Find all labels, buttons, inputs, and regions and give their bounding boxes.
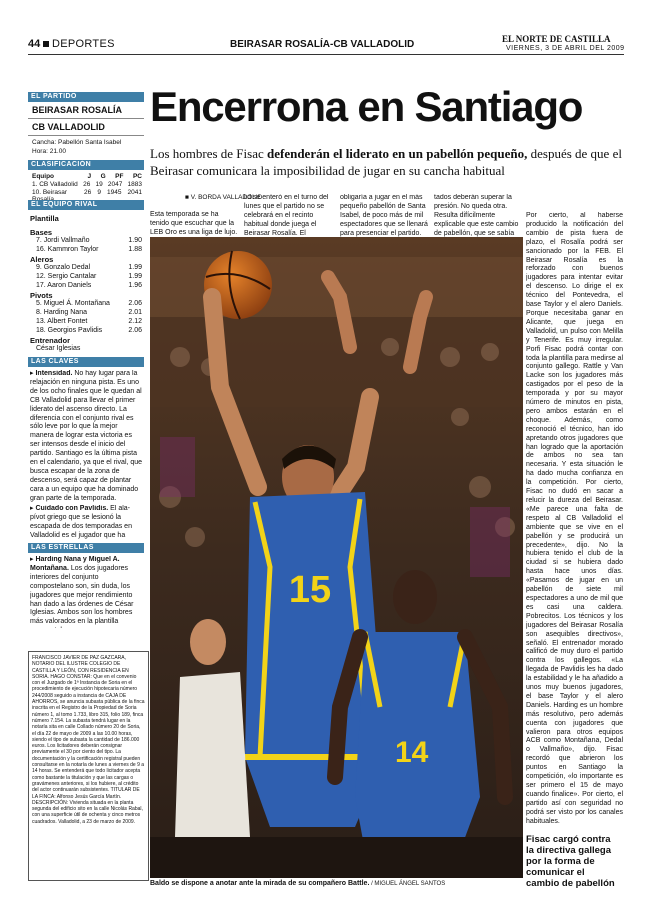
standings-row: 1. CB Valladolid 26 19 2047 1883 (32, 181, 142, 188)
group-label: Bases (30, 228, 53, 237)
col-equipo: Equipo (32, 173, 55, 180)
edition-date: VIERNES, 3 DE ABRIL DEL 2009 (506, 45, 625, 52)
clave-intensidad: ▸ Intensidad. No hay lugar para la relajación en ninguna pista. Es uno de los ocho finales que le quedan al CB Valladolid para llevar el primer liderato del ascenso directo. La diferencia con el conjunto rival es sólo leve por lo que la mejor manera de lograr esta victoria es ser intensos desde el inicio del partido. Santiago es la última pista en el calendario, ya que el rival, que busca escapar de la zona de descenso, será capaz de plantar cara a un equipo que ha dominado gran parte de la temporada. (30, 370, 143, 502)
body-col-4: tados deberán superar la presión. No queda otra. Resulta difícilmente explicable que este cambio de pabellón, que se sabía (434, 194, 519, 237)
player-row: 5. Miguel Á. Montañana 2.06 (36, 300, 142, 307)
basketball-photo (150, 237, 523, 878)
clave-pavlidis: ▸ Cuidado con Pavlidis. El ala-pívot griego que se lesionó la escapada de dos temporadas en Valladolid es el jugador que ha (30, 505, 132, 539)
match-title: BEIRASAR ROSALÍA-CB VALLADOLID (230, 39, 415, 50)
col-pf: PF (115, 173, 124, 180)
group-label: Entrenador (30, 336, 71, 345)
game-time: Hora: 21.00 (32, 148, 66, 155)
divider (28, 118, 144, 119)
estrellas-text: ▸ Harding Nana y Miguel A. Montañana. Los dos jugadores interiores del conjunto compostelano son, sin duda, los jugadores que mejor rendimiento han dado a las órdenes de César Iglesias. Ambos son los hombres más valorados en la plantilla (30, 556, 134, 626)
divider (28, 135, 144, 136)
player-row: César Iglesias (36, 345, 81, 352)
body-col-2: lid se enteró en el turno del lunes que el partido no se celebrará en el recinto habitual donde juega el Beirasar Rosalía. El (244, 194, 329, 237)
player-row: 8. Harding Nana 2.01 (36, 309, 142, 316)
player-row: 17. Aaron Daniels 1.96 (36, 282, 142, 289)
standings-header-row (32, 173, 142, 180)
pull-quote: Fisac cargó contra la directiva gallega por la forma de comunicar el cambio de pabellón (523, 832, 623, 878)
photo-caption: Baldo se dispone a anotar ante la mirada de su compañero Battle. / MIGUEL ÁNGEL SANTOS (150, 880, 446, 887)
col-j: J (87, 173, 92, 180)
section-square-icon (43, 41, 49, 47)
legal-notice-box (28, 651, 149, 881)
equipo-rival-header: EL EQUIPO RIVAL (28, 200, 144, 210)
venue: Cancha: Pabellón Santa Isabel (32, 139, 122, 146)
body-col-1: Esta temporada se ha tenido que escuchar que la LEB Oro es una liga de lujo. (150, 211, 238, 236)
player-row: 12. Sergio Cantalar 1.99 (36, 273, 142, 280)
jersey-number-back: 14 (395, 736, 429, 769)
clasificacion-header: CLASIFICACIÓN (28, 160, 144, 170)
standings-row: 10. Beirasar 26 9 1945 2041 (32, 189, 142, 196)
player-row: 7. Jordi Vallmaño 1.90 (36, 237, 142, 244)
jersey-number-front: 15 (288, 569, 332, 611)
home-team: BEIRASAR ROSALÍA (32, 105, 123, 115)
plantilla-title: Plantilla (30, 214, 59, 223)
group-label: Pivots (30, 291, 53, 300)
body-col-right: Por cierto, al haberse producido la notificación del cambio de pista fuera de plazo, el Rosalía podrá ser sancionado por la FEB. El Beirasar Rosalía es la reforzado con buenos jugadores para intentar evitar el descenso. Lo dirige el ex técnico del Pontevedra, el base Taylor y el alero Daniels. Porque necesitaba ganar en Alicante, que juega en Valladolid, un pulso con Melilla y Tenerife. Es muy irregular. Porfi Fisac podrá contar con toda la plantilla para medirse al conjunto gallego. Rattle y Van Lacke son los jugadores más castigados por el peso de la temporada y por su mayor número de minutos en pista, pero ambos estarán en el choque. Además, como reconoció el técnico, han ido apretando otros jugadores que han logrado que la aportación de ambos no sea tan necesaria. Y esta situación le ha dado mucha confianza en la competición. Por cierto, Fisac no dudó en sacar a relucir la dureza del Beirasar. «Me parece una falta de respeto al CB Valladolid el ambiente que se vive en el pabellón y se producirá un precedente», dijo. No la hubiera tenido el club de la ciudad si se hubiera dado hasta hace unos días. «Pasamos de jugar en un pabellón de siete mil espectadores a uno de mil que es casi una caldera. Pobrecitos. Los técnicos y los jugadores del Beirasar Rosalía son asequibles directivos», señaló. El entrenador morado calificó de muy duro el partido contra los gallegos. «La llegada de Pavlidis les ha dado la estabilidad y le ha añadido a unos muy buenos jugadores, el base Taylor y el alero Daniels. Harding es un hombre más resolutivo, pero además cuenta con jugadores que valieron para otros equipos ACB como Montañana, Dedal o Vallmaño», dijo. Fisac recordó que abrieron los puntos en Santiago la competición, «lo importante es ser primero el 15 de mayo cuando finalice». Por cierto, el partido así con seguridad no podrá ser visto por los canales habituales. (526, 212, 623, 825)
player-row: 9. Gonzalo Dedal 1.99 (36, 264, 142, 271)
group-label: Aleros (30, 255, 54, 264)
newspaper-name: EL NORTE DE CASTILLA (502, 34, 611, 44)
el-partido-header: EL PARTIDO (28, 92, 144, 102)
estrellas-header: LAS ESTRELLAS (28, 543, 144, 553)
page-number: 44 (28, 38, 41, 50)
headline: Encerrona en Santiago (150, 83, 583, 130)
player-row: 13. Albert Fontet 2.12 (36, 318, 142, 325)
player-row: 16. Kammron Taylor 1.88 (36, 246, 142, 253)
col-g: G (100, 173, 106, 180)
legal-notice-text: FRANCISCO JAVIER DE PAZ GAZCARA, NOTARIO DEL ILUSTRE COLEGIO DE CASTILLA Y LEÓN, CON RESIDENCIA EN SORIA. HAGO CONSTAR: Que en el convenio con el Juzgado de 1ª Instancia de Soria en el procedimiento de ejecución hipotecaria número 244/2008 seguido a instancia de CAJA DE AHORROS, se anuncia subasta pública de la finca inscrita en el Registro de la Propiedad de Soria número 1, al tomo 1.733, libro 315, folio 189, finca número 7.154. La subasta tendrá lugar en la notaría sita en calle Collado número 20 de Soria, el día 22 de mayo de 2009 a las 10.00 horas, siendo el tipo de subasta la cantidad de 186.000 euros. Los licitadores deberán consignar previamente el 30 por ciento del tipo. La documentación y la certificación registral pueden consultarse en la notaría de lunes a viernes de 9 a 14 horas. Se entenderá que todo licitador acepta como bastante la titulación y que las cargas o gravámenes anteriores, si los hubiere, al crédito del actor continuarán subsistentes. TITULAR DE LA FINCA: Alfonso Jesús García Martín. DESCRIPCIÓN: Vivienda situada en la planta segunda del edificio sito en la calle Nicolás Rabal, con una superficie útil de ochenta y cinco metros cuadrados. Valladolid, a 23 de marzo de 2009. (32, 655, 145, 825)
claves-header: LAS CLAVES (28, 357, 144, 367)
away-team: CB VALLADOLID (32, 122, 105, 132)
body-col-3: obligaría a jugar en el más pequeño pabellón de Santa Isabel, de poco más de mil espectadores que se llenará para presenciar el partido. (340, 194, 428, 237)
deck: Los hombres de Fisac defenderán el liderato en un pabellón pequeño, después de que el Beirasar comunicara la imposibilidad de jugar en su cancha habitual (150, 146, 622, 178)
section-name: DEPORTES (52, 38, 115, 50)
col-pc: PC (132, 173, 142, 180)
byline: ■ V. BORDA VALLADOLID (185, 194, 263, 201)
header-rule (28, 54, 624, 55)
player-row: 18. Georgios Pavlidis 2.06 (36, 327, 142, 334)
